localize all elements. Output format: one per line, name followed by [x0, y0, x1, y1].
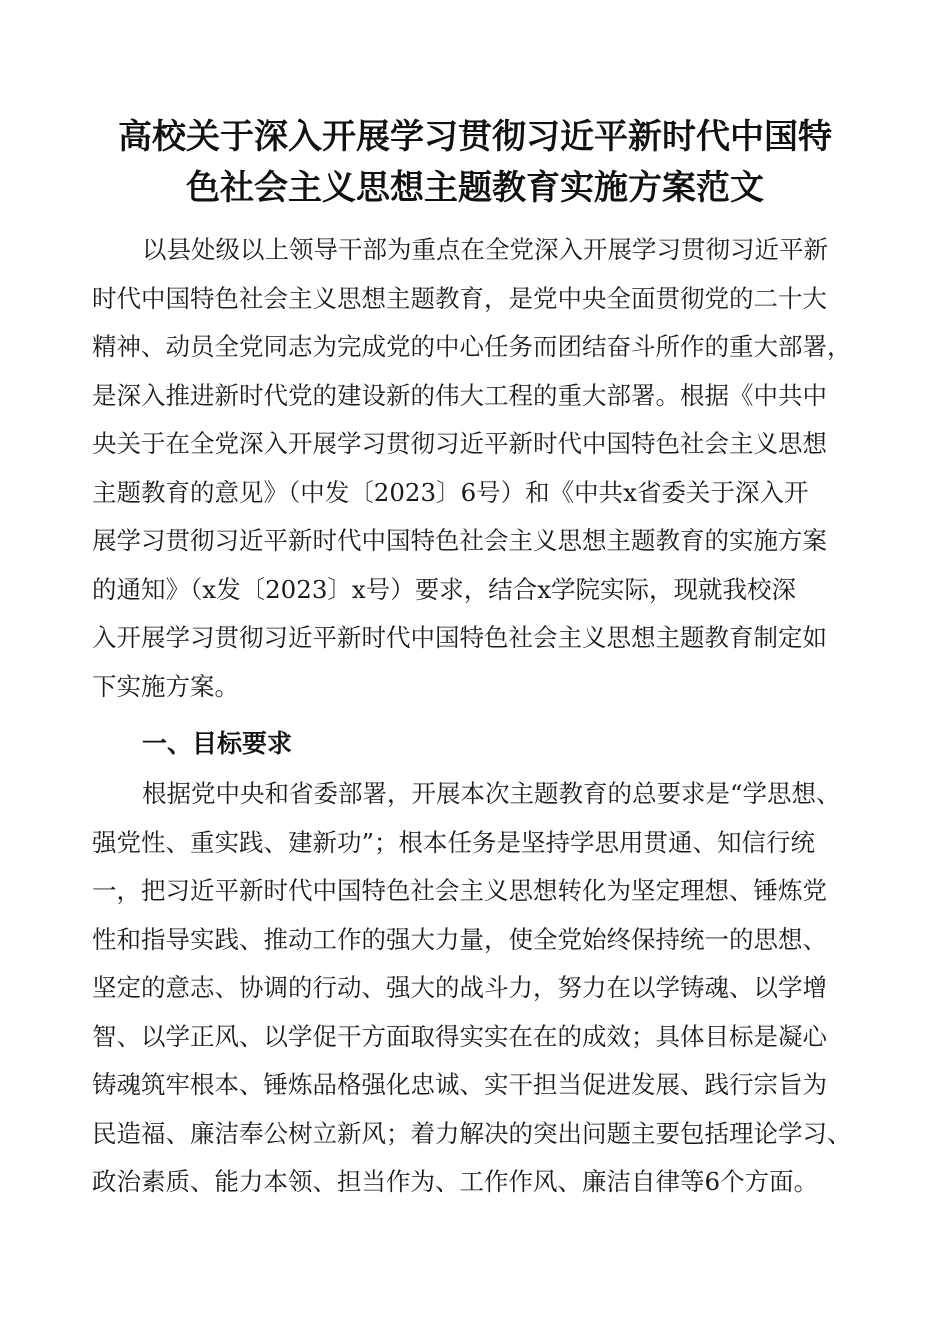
text-line: 坚定的意志、协调的行动、强大的战斗力，努力在以学铸魂、以学增 — [92, 973, 827, 1002]
document-title — [60, 112, 890, 214]
title-line-2: 色社会主义思想主题教育实施方案范文 — [186, 168, 764, 208]
text-line: 是深入推进新时代党的建设新的伟大工程的重大部署。根据《中共中 — [92, 380, 827, 410]
section-1-paragraph — [92, 770, 862, 1207]
text-line: 政治素质、能力本领、担当作为、工作作风、廉洁自律等6个方面。 — [92, 1167, 819, 1196]
text-line: 时代中国特色社会主义思想主题教育，是党中央全面贯彻党的二十大 — [92, 283, 827, 313]
text-line: 下实施方案。 — [92, 671, 239, 701]
intro-paragraph — [92, 226, 862, 711]
text-line: 强党性、重实践、建新功”；根本任务是坚持学思用贯通、知信行统 — [92, 827, 816, 857]
text-line: 央关于在全党深入开展学习贯彻习近平新时代中国特色社会主义思想 — [92, 429, 827, 458]
text-line: 性和指导实践、推动工作的强大力量，使全党始终保持统一的思想、 — [92, 924, 827, 954]
text-line: 入开展学习贯彻习近平新时代中国特色社会主义思想主题教育制定如 — [92, 623, 827, 652]
text-line: 精神、动员全党同志为完成党的中心任务而团结奋斗所作的重大部署， — [92, 332, 852, 361]
text-line: 展学习贯彻习近平新时代中国特色社会主义思想主题教育的实施方案 — [92, 526, 827, 555]
text-line: 智、以学正风、以学促干方面取得实实在在的成效；具体目标是凝心 — [92, 1021, 827, 1051]
section-heading: 一、目标要求 — [142, 729, 293, 758]
title-line-1: 高校关于深入开展学习贯彻习近平新时代中国特 — [118, 117, 832, 157]
text-line: 主题教育的意见》（中发〔2023〕6号）和《中共x省委关于深入开 — [92, 477, 809, 507]
text-line: 根据党中央和省委部署，开展本次主题教育的总要求是“学思想、 — [142, 779, 841, 808]
text-line: 以县处级以上领导干部为重点在全党深入开展学习贯彻习近平新 — [142, 235, 828, 264]
text-line: 民造福、廉洁奉公树立新风；着力解决的突出问题主要包括理论学习、 — [92, 1118, 852, 1148]
text-line: 一，把习近平新时代中国特色社会主义思想转化为坚定理想、锤炼党 — [92, 876, 827, 905]
text-line: 的通知》（x发〔2023〕x号）要求，结合x学院实际，现就我校深 — [92, 574, 797, 604]
text-line: 铸魂筑牢根本、锤炼品格强化忠诚、实干担当促进发展、践行宗旨为 — [92, 1070, 827, 1099]
